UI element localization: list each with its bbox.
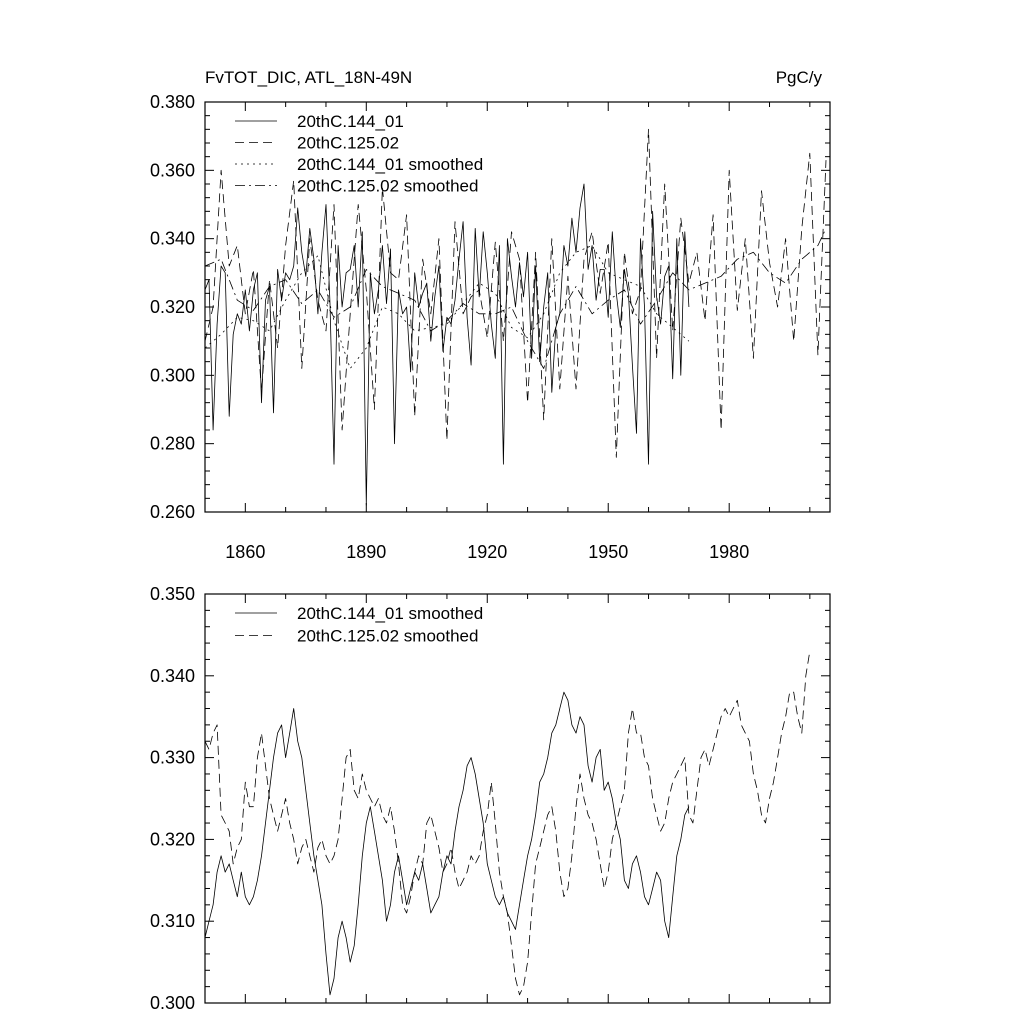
y-tick-label: 0.260 [149,502,195,522]
x-tick-label: 1950 [588,542,629,562]
series-line-2 [205,651,810,995]
y-tick-label: 0.350 [149,584,195,604]
y-tick-label: 0.320 [149,297,195,317]
chart-title: FvTOT_DIC, ATL_18N-49N [205,68,413,87]
x-tick-label: 1890 [346,542,387,562]
bottom-panel [150,584,830,1013]
y-tick-label: 0.330 [149,747,195,768]
legend-label: 20thC.125.02 smoothed [297,626,479,646]
y-tick-label: 0.320 [149,829,195,850]
units-label: PgC/y [775,68,822,87]
top-panel [150,68,830,562]
x-tick-label: 1980 [709,542,750,562]
series-line-4 [205,228,826,368]
series-line-1 [205,692,689,995]
plot-frame [205,594,830,1003]
legend-label: 20thC.144_01 smoothed [297,604,484,623]
y-tick-label: 0.340 [149,228,195,249]
legend-label: 20thC.125.02 [297,133,400,153]
y-tick-label: 0.340 [149,665,195,686]
legend-label: 20thC.125.02 smoothed [297,176,479,196]
y-tick-label: 0.380 [149,92,195,112]
series-line-3 [205,246,689,369]
y-tick-label: 0.360 [149,160,195,181]
legend-label: 20thC.144_01 [297,112,404,131]
x-tick-label: 1860 [225,542,266,562]
y-tick-label: 0.300 [149,993,195,1013]
y-tick-label: 0.300 [149,365,195,386]
y-tick-label: 0.280 [149,433,195,454]
y-tick-label: 0.310 [149,911,195,932]
legend-label: 20thC.144_01 smoothed [297,155,484,174]
x-tick-label: 1920 [467,542,508,562]
